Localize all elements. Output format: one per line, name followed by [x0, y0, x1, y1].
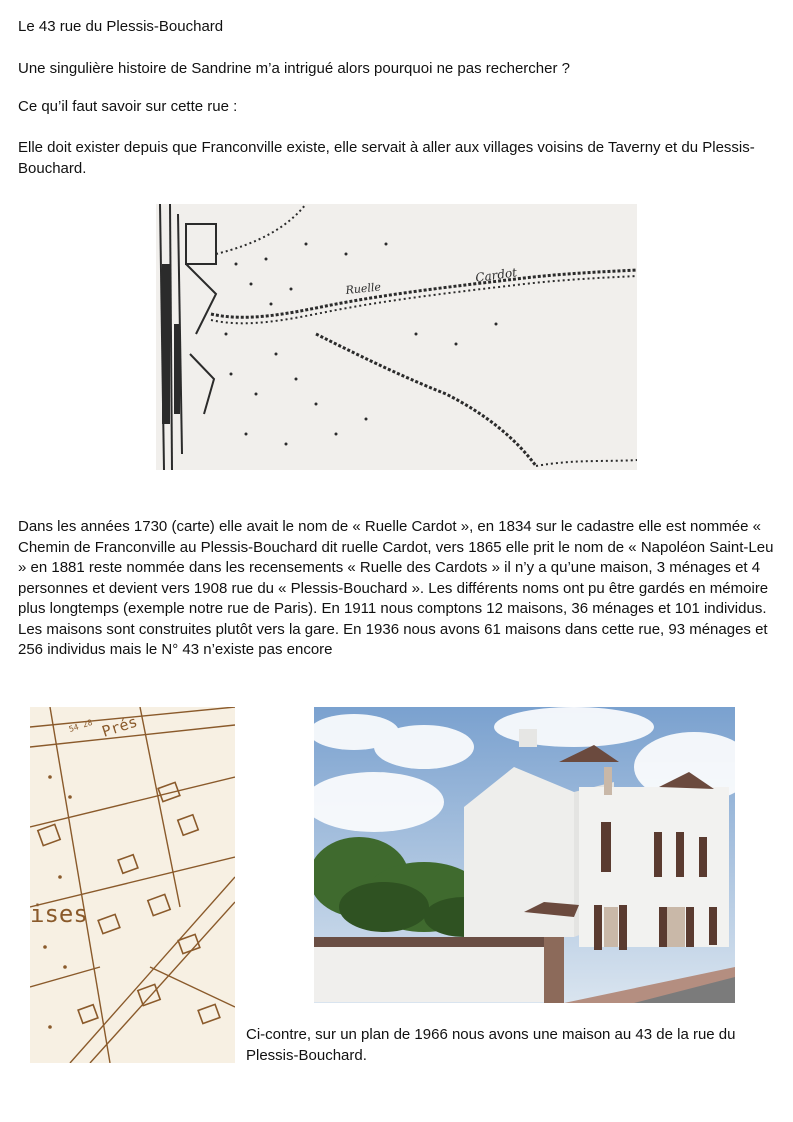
section-heading: Ce qu’il faut savoir sur cette rue : — [18, 98, 238, 115]
map-label-ruelle: Ruelle — [344, 280, 382, 297]
map-label-cardot: Cardot — [474, 265, 518, 285]
intro-text: Une singulière histoire de Sandrine m’a intrigué alors pourquoi ne pas rechercher ? — [18, 60, 570, 77]
history-paragraph-1: Elle doit exister depuis que Franconville existe, elle servait à aller aux villages voisins de Taverny et du Plessis-Bouchard. — [18, 139, 755, 177]
cadastre-plan-image — [30, 707, 235, 1063]
house-photo-image — [314, 707, 735, 1003]
cadastre-label-pres: Prés — [99, 712, 140, 741]
cadastre-label-ises: ises — [30, 900, 88, 928]
cadastre-lot-number: 54 28 — [67, 717, 94, 734]
page-title: Le 43 rue du Plessis-Bouchard — [18, 18, 224, 35]
old-map-image — [156, 204, 637, 470]
history-paragraph-2: Dans les années 1730 (carte) elle avait le nom de « Ruelle Cardot », en 1834 sur le cadastre elle est nommée « Chemin de Franconville au Plessis-Bouchard dit ruelle Cardot, vers 1865 elle prit le nom de « Napoléon Saint-Leu » en 1881 reste nommée dans les recensements « Ruelle des Cardots » il n’y a qu’une maison, 3 ménages et 4 personnes et devient vers 1908 rue du « Plessis-Bouchard ». Les différents noms ont pu être gardés en mémoire plus longtemps (exemple notre rue de Paris). En 1911 nous comptons 12 maisons, 36 ménages et 101 individus. Les maisons sont construites plutôt vers la gare. En 1936 nous avons 61 maisons dans cette rue, 93 ménages et 256 individus mais le N° 43 n’existe pas encore — [18, 518, 774, 658]
image-caption: Ci-contre, sur un plan de 1966 nous avons une maison au 43 de la rue du Plessis-Bouchard. — [246, 1026, 736, 1064]
